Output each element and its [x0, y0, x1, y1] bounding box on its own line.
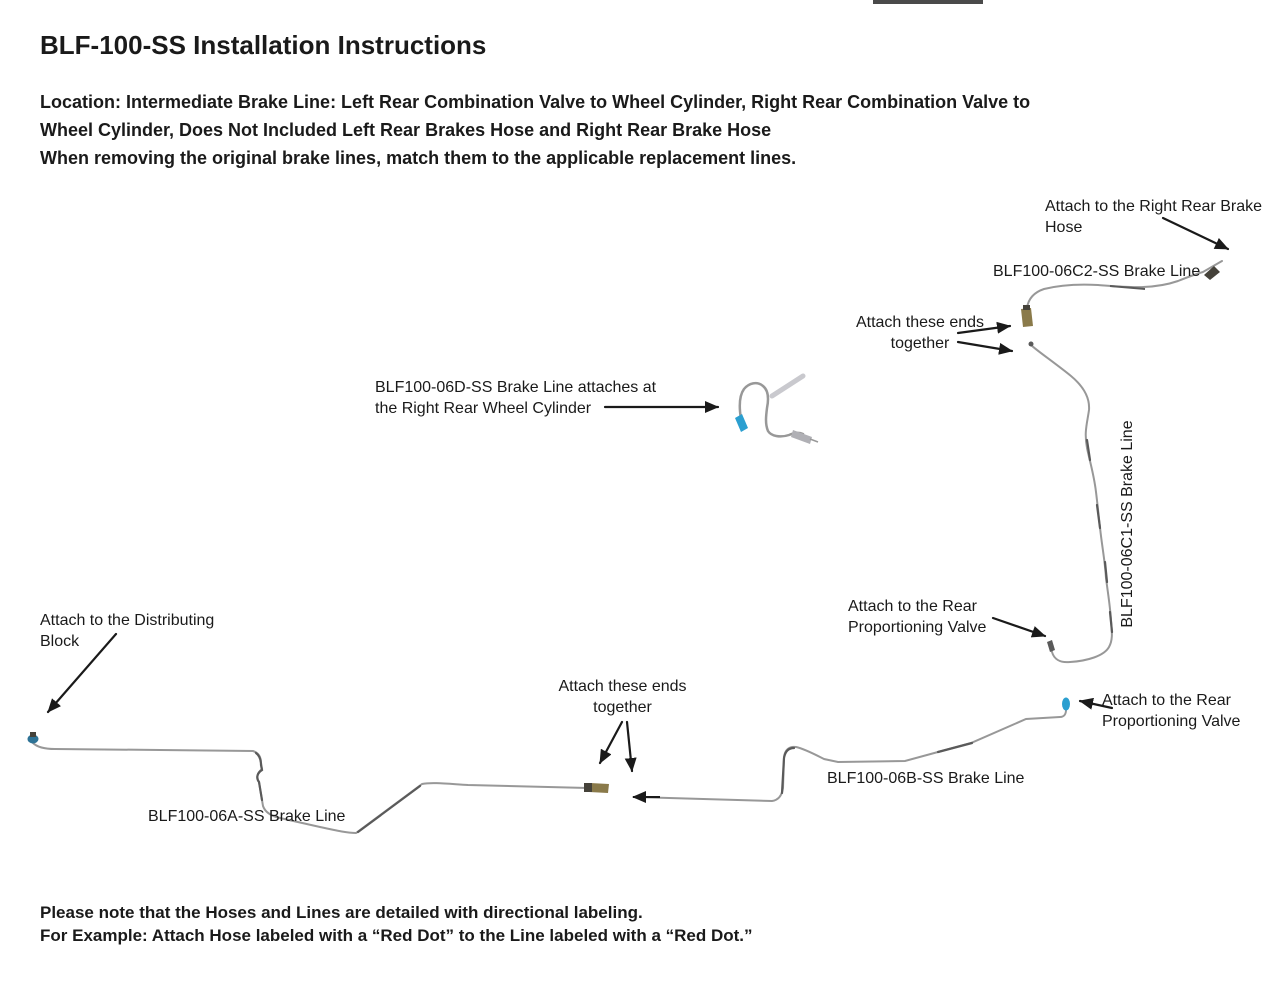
location-note-line1: Location: Intermediate Brake Line: Left Rear Combination Valve to Wheel Cylinder, Right Rear Combination Valve to [40, 92, 1031, 112]
fitting-brass-c2 [1021, 308, 1033, 327]
callout-right-rear-brake-hose-line2: Hose [1045, 219, 1083, 236]
callout-attach-ends-top [850, 312, 990, 354]
fitting-brass-a-end-tip [584, 783, 592, 792]
callout-attach-ends-bottom-line2: together [593, 699, 652, 716]
location-note-line2: Wheel Cylinder, Does Not Included Left Rear Brakes Hose and Right Rear Brake Hose [40, 120, 772, 140]
fitting-c1-top [1029, 342, 1034, 347]
part-06d-light-tube [772, 376, 803, 396]
callout-distributing-block [40, 610, 214, 652]
callout-attach-ends-bottom [550, 676, 695, 718]
callout-attach-ends-top-line2: together [890, 335, 950, 352]
fitting-dark-c2-end [1204, 266, 1220, 280]
callout-attach-ends-top-line1: Attach these ends [855, 314, 985, 331]
directional-labeling-note [40, 901, 753, 947]
part-06d [735, 376, 818, 444]
fitting-c1-bottom [1047, 640, 1055, 652]
callout-distributing-block-line1: Attach to the Distributing [40, 612, 215, 629]
part-06d-tube [740, 383, 803, 436]
part-06d-silver-tip [810, 439, 818, 442]
callout-rear-prop-valve-lower-line2: Proportioning Valve [1102, 713, 1241, 730]
arrow-attach-ends-bottom-1 [600, 722, 622, 763]
callout-rear-prop-valve-lower-line1: Attach to the Rear [1102, 692, 1231, 709]
brake-line-06c1 [1031, 345, 1112, 662]
part-06d-silver-fitting [791, 430, 812, 444]
callout-06d-attaches-line2: the Right Rear Wheel Cylinder [375, 400, 592, 417]
directional-labeling-note-line1: Please note that the Hoses and Lines are detailed with directional labeling. [40, 903, 643, 922]
callout-rear-prop-valve-lower [1102, 690, 1240, 732]
arrow-rear-prop-valve-upper [993, 618, 1045, 636]
fitting-blue-distributing-block-top [30, 732, 36, 737]
callout-06d-attaches-line1: BLF100-06D-SS Brake Line attaches at [375, 379, 657, 396]
callout-rear-prop-valve-upper-line2: Proportioning Valve [848, 619, 987, 636]
directional-labeling-note-line2: For Example: Attach Hose labeled with a “Red Dot” to the Line labeled with a “Red Dot.” [40, 926, 753, 945]
callout-attach-ends-bottom-line1: Attach these ends [558, 678, 687, 695]
callout-distributing-block-line2: Block [40, 633, 80, 650]
callout-rear-prop-valve-upper-line1: Attach to the Rear [848, 598, 977, 615]
callout-right-rear-brake-hose-line1: Attach to the Right Rear Brake [1045, 198, 1262, 215]
arrow-attach-ends-bottom-2 [627, 722, 632, 771]
fitting-blue-b-end [1062, 698, 1070, 711]
label-brake-line-06a: BLF100-06A-SS Brake Line [148, 808, 346, 825]
label-brake-line-06c2: BLF100-06C2-SS Brake Line [993, 263, 1201, 280]
fitting-brass-c2-tip [1023, 305, 1030, 310]
label-brake-line-06b: BLF100-06B-SS Brake Line [827, 770, 1025, 787]
brake-line-06c1-shade [1087, 440, 1112, 632]
label-brake-line-06c1: BLF100-06C1-SS Brake Line [1119, 420, 1136, 628]
callout-06d-attaches [375, 377, 656, 419]
part-06d-blue-fitting [735, 414, 748, 432]
page-title: BLF-100-SS Installation Instructions [40, 30, 487, 60]
callout-right-rear-brake-hose [1045, 196, 1262, 238]
callout-rear-prop-valve-upper [848, 596, 986, 638]
location-note-line3: When removing the original brake lines, match them to the applicable replacement lines. [40, 148, 797, 168]
